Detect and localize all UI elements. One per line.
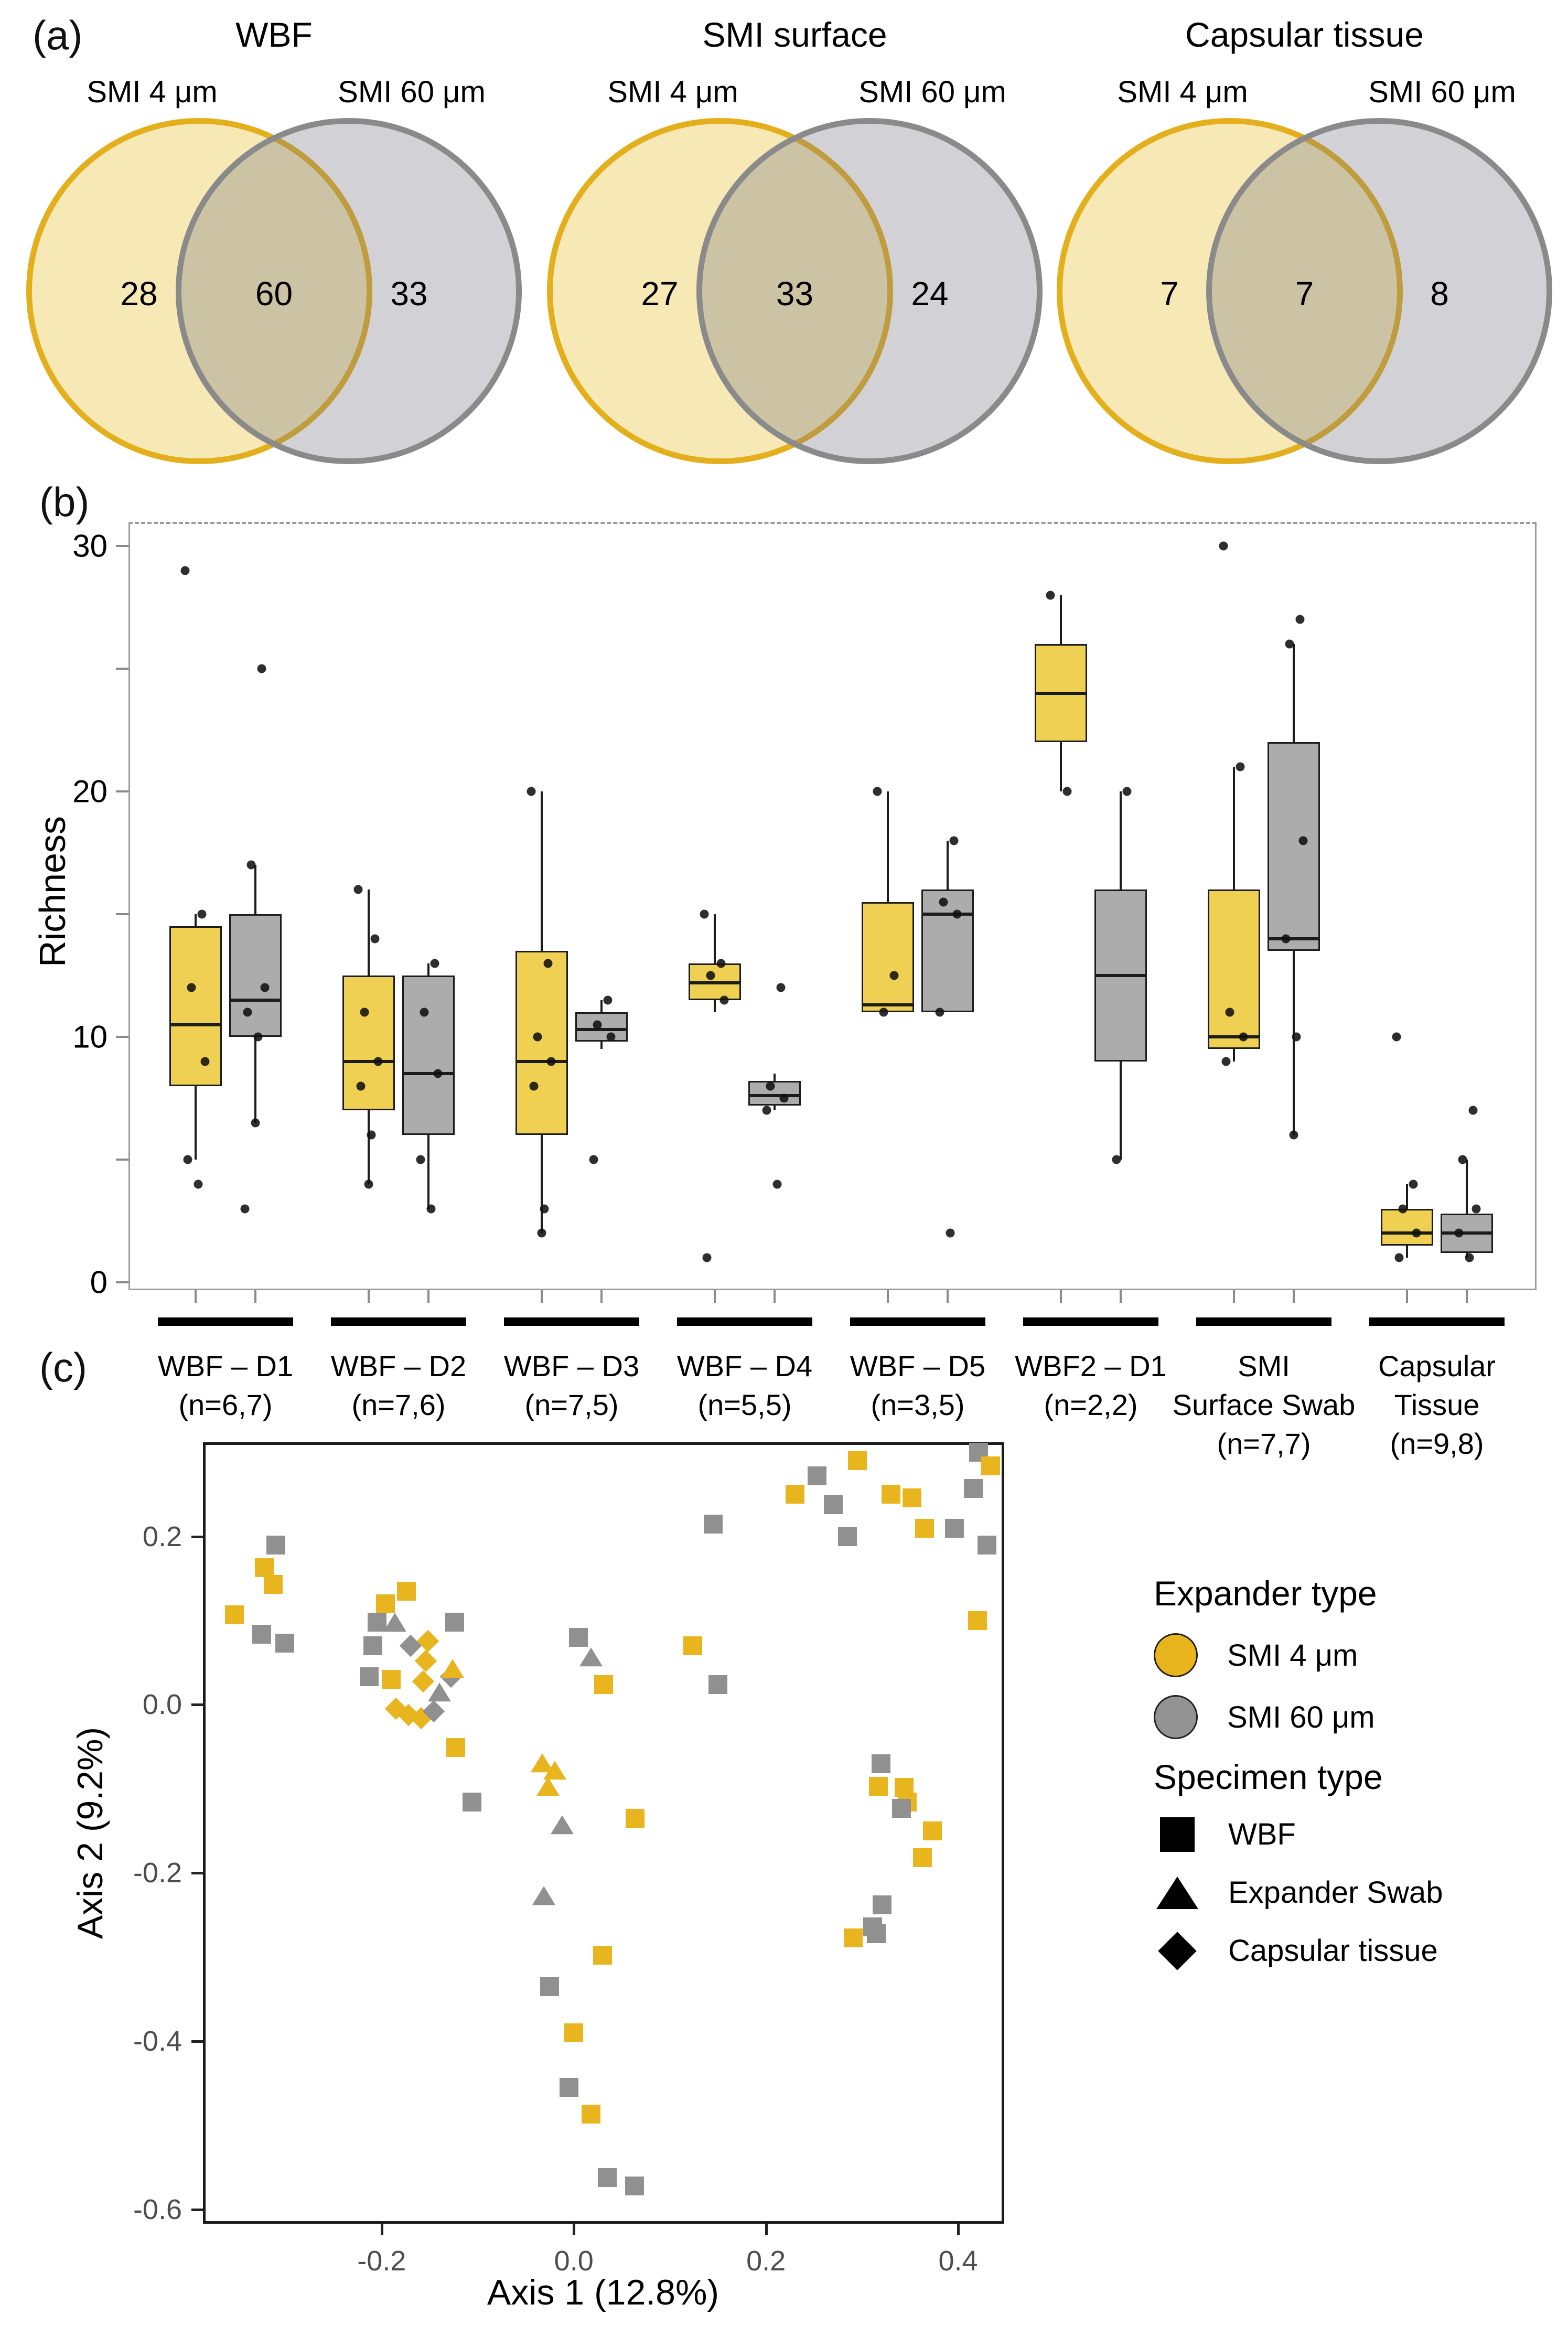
legend-specimen-item-0-label: WBF xyxy=(1228,1817,1296,1851)
boxplot-point xyxy=(547,1057,556,1066)
boxplot-group-label-7-line2: (n=9,8) xyxy=(1390,1427,1484,1460)
scatter-point xyxy=(704,1515,723,1534)
boxplot-x-tick xyxy=(1466,1290,1468,1303)
legend-specimen-item-2-label: Capsular tissue xyxy=(1228,1934,1438,1968)
boxplot-point xyxy=(1226,1008,1234,1017)
boxplot-box-0-smi60 xyxy=(229,914,282,1037)
scatter-point xyxy=(708,1675,727,1694)
boxplot-median-5-smi60 xyxy=(1094,974,1147,977)
venn-0-left-only-value: 28 xyxy=(120,275,158,313)
scatter-point xyxy=(225,1605,244,1624)
scatter-x-tick xyxy=(765,2224,768,2235)
boxplot-box-0-smi4 xyxy=(169,926,222,1086)
boxplot-box-7-smi4 xyxy=(1381,1209,1433,1246)
boxplot-point xyxy=(247,861,256,870)
boxplot-point xyxy=(1063,787,1072,796)
scatter-point xyxy=(892,1799,911,1818)
scatter-point xyxy=(872,1754,890,1773)
boxplot-point xyxy=(780,1094,789,1103)
boxplot-median-4-smi4 xyxy=(862,1003,914,1006)
scatter-point xyxy=(360,1667,379,1686)
boxplot-point xyxy=(1465,1253,1474,1262)
boxplot-group-label-3-line1: (n=5,5) xyxy=(697,1388,792,1421)
boxplot-point xyxy=(243,1008,252,1017)
scatter-y-axis-title: Axis 2 (9.2%) xyxy=(70,1727,110,1939)
boxplot-point xyxy=(1296,615,1305,624)
boxplot-point xyxy=(1299,836,1308,845)
boxplot-y-tick-label: 30 xyxy=(72,528,108,564)
legend-specimen-item-0 xyxy=(1154,1817,1563,1852)
panel-b-label: (b) xyxy=(39,479,90,525)
scatter-point xyxy=(593,1946,612,1965)
scatter-point xyxy=(264,1575,283,1594)
boxplot-y-tick-label: 10 xyxy=(72,1019,108,1055)
boxplot-group-label-6-line2: (n=7,7) xyxy=(1217,1427,1311,1460)
venn-2-left-only-value: 7 xyxy=(1160,275,1179,313)
scatter-y-tick-label: 0.0 xyxy=(142,1689,182,1721)
scatter-point xyxy=(964,1479,983,1498)
boxplot-x-tick xyxy=(541,1290,543,1303)
scatter-point xyxy=(417,1630,439,1652)
boxplot-median-3-smi60 xyxy=(748,1094,801,1097)
boxplot-panel xyxy=(0,488,1568,1460)
scatter-point xyxy=(824,1495,843,1514)
legend-specimen-item-2 xyxy=(1154,1933,1563,1968)
boxplot-point xyxy=(540,1204,549,1213)
scatter-point xyxy=(564,2023,583,2042)
panel-a-label: (a) xyxy=(33,12,83,58)
scatter-y-tick-label: -0.2 xyxy=(133,1857,182,1889)
scatter-point xyxy=(540,1977,559,1996)
boxplot-y-axis-title: Richness xyxy=(32,816,73,967)
scatter-point xyxy=(445,1613,464,1632)
boxplot-group-label-6-line0: SMI xyxy=(1238,1349,1290,1382)
boxplot-point xyxy=(527,787,536,796)
venn-1-left-only-value: 27 xyxy=(641,275,679,313)
triangle-icon xyxy=(1154,1877,1201,1909)
boxplot-box-1-smi4 xyxy=(342,976,395,1110)
venn-1-overlap-value: 33 xyxy=(776,275,814,313)
boxplot-point xyxy=(604,995,613,1004)
boxplot-median-4-smi60 xyxy=(921,913,974,916)
boxplot-point xyxy=(241,1204,250,1213)
scatter-point xyxy=(786,1485,804,1504)
legend-specimen-items xyxy=(1154,1817,1563,1968)
legend-expander-item-1-label: SMI 60 μm xyxy=(1227,1700,1375,1734)
scatter-point xyxy=(981,1456,1000,1475)
scatter-y-tick-label: -0.6 xyxy=(133,2193,182,2225)
scatter-y-tick xyxy=(191,2040,203,2043)
boxplot-group-bar-7 xyxy=(1369,1317,1505,1326)
diamond-icon xyxy=(1154,1937,1201,1965)
scatter-point xyxy=(844,1928,863,1947)
boxplot-group-label-7-line0: Capsular xyxy=(1378,1349,1496,1382)
legend-expander-item-1 xyxy=(1154,1695,1563,1739)
scatter-x-tick xyxy=(381,2224,383,2235)
boxplot-point xyxy=(890,971,899,980)
boxplot-point xyxy=(251,1118,260,1127)
venn-0-title: WBF xyxy=(235,15,313,54)
boxplot-point xyxy=(762,1106,771,1115)
venn-1-title: SMI surface xyxy=(702,15,887,54)
boxplot-point xyxy=(1285,640,1294,649)
scatter-point xyxy=(598,2168,617,2187)
scatter-point xyxy=(683,1636,702,1655)
boxplot-point xyxy=(431,959,439,968)
scatter-x-tick xyxy=(957,2224,960,2235)
boxplot-point xyxy=(198,910,207,919)
boxplot-x-tick xyxy=(947,1290,949,1303)
boxplot-point xyxy=(593,1020,602,1029)
scatter-point xyxy=(463,1793,481,1812)
scatter-point xyxy=(536,1777,560,1796)
scatter-x-tick xyxy=(573,2224,575,2235)
legend-expander-items xyxy=(1154,1633,1563,1739)
boxplot-point xyxy=(371,934,380,943)
legend-expander-item-0-label: SMI 4 μm xyxy=(1227,1638,1358,1673)
scatter-point xyxy=(255,1558,274,1577)
diamond-glyph xyxy=(1158,1932,1197,1970)
scatter-point xyxy=(569,1628,588,1647)
boxplot-box-4-smi4 xyxy=(862,902,914,1013)
scatter-y-tick xyxy=(191,1872,203,1874)
boxplot-box-4-smi60 xyxy=(921,889,974,1012)
scatter-point xyxy=(266,1536,285,1555)
boxplot-point xyxy=(544,959,553,968)
scatter-x-axis-title: Axis 1 (12.8%) xyxy=(487,2273,719,2312)
scatter-panel xyxy=(0,1343,1568,2326)
boxplot-median-0-smi60 xyxy=(229,999,282,1002)
boxplot-group-label-2-line0: WBF – D3 xyxy=(503,1349,640,1382)
boxplot-box-6-smi60 xyxy=(1268,742,1320,951)
boxplot-median-0-smi4 xyxy=(169,1023,222,1026)
scatter-point xyxy=(808,1466,826,1485)
scatter-y-tick xyxy=(191,1536,203,1538)
venn-0-right-only-value: 33 xyxy=(390,275,428,313)
boxplot-point xyxy=(181,566,190,575)
scatter-point xyxy=(594,1675,613,1694)
boxplot-group-label-3-line0: WBF – D4 xyxy=(676,1349,813,1382)
boxplot-group-bar-4 xyxy=(850,1317,985,1326)
scatter-y-tick xyxy=(191,1703,203,1706)
boxplot-median-7-smi4 xyxy=(1381,1231,1433,1235)
scatter-point xyxy=(968,1611,987,1630)
boxplot-group-bar-1 xyxy=(331,1317,466,1326)
scatter-y-tick-label: 0.2 xyxy=(142,1520,182,1552)
boxplot-y-tick xyxy=(116,1159,128,1161)
scatter-x-tick-label: 0.4 xyxy=(938,2245,978,2277)
scatter-point xyxy=(446,1738,465,1757)
boxplot-point xyxy=(533,1033,542,1042)
scatter-point xyxy=(551,1816,574,1835)
boxplot-point xyxy=(1236,763,1245,771)
boxplot-median-1-smi4 xyxy=(342,1060,395,1063)
boxplot-point xyxy=(1219,542,1228,551)
boxplot-point xyxy=(420,1008,429,1017)
venn-0-left-set-label: SMI 4 μm xyxy=(87,75,218,109)
boxplot-point xyxy=(766,1081,775,1090)
venn-1-right-only-value: 24 xyxy=(911,275,949,313)
boxplot-group-bar-2 xyxy=(504,1317,639,1326)
legend-specimen-item-1-label: Expander Swab xyxy=(1228,1875,1443,1910)
boxplot-group-label-5-line1: (n=2,2) xyxy=(1044,1388,1138,1421)
boxplot-point xyxy=(374,1057,383,1066)
boxplot-point xyxy=(607,1033,616,1042)
boxplot-point xyxy=(357,1081,366,1090)
scatter-point xyxy=(625,2177,644,2195)
boxplot-point xyxy=(1455,1229,1464,1238)
legend-expander-item-0 xyxy=(1154,1633,1563,1677)
scatter-point xyxy=(915,1519,934,1538)
scatter-point xyxy=(441,1659,464,1678)
venn-2-overlap-value: 7 xyxy=(1295,275,1314,313)
scatter-point xyxy=(363,1636,382,1655)
boxplot-point xyxy=(354,885,363,894)
scatter-point xyxy=(838,1527,857,1546)
boxplot-y-tick xyxy=(116,790,128,792)
legend-specimen-item-1 xyxy=(1154,1875,1563,1910)
scatter-x-tick-label: 0.0 xyxy=(554,2245,594,2277)
boxplot-point xyxy=(261,983,270,992)
boxplot-y-tick-label: 0 xyxy=(90,1264,108,1300)
boxplot-group-label-7-line1: Tissue xyxy=(1394,1388,1480,1421)
boxplot-point xyxy=(700,910,709,919)
boxplot-box-6-smi4 xyxy=(1208,889,1260,1049)
scatter-point xyxy=(923,1821,942,1840)
boxplot-point xyxy=(1412,1229,1421,1238)
boxplot-x-tick xyxy=(195,1290,197,1303)
boxplot-point xyxy=(257,664,266,673)
venn-2-left-set-label: SMI 4 μm xyxy=(1117,75,1248,109)
boxplot-point xyxy=(873,787,882,796)
boxplot-point xyxy=(706,971,715,980)
scatter-point xyxy=(400,1635,422,1657)
venn-panel xyxy=(0,0,1568,488)
legend-specimen-title: Specimen type xyxy=(1154,1757,1383,1796)
boxplot-median-5-smi4 xyxy=(1035,692,1087,695)
scatter-point xyxy=(626,1809,645,1828)
venn-0-smi60-circle xyxy=(176,118,522,464)
boxplot-point xyxy=(950,836,959,845)
boxplot-group-bar-6 xyxy=(1196,1317,1331,1326)
boxplot-point xyxy=(1123,787,1132,796)
boxplot-point xyxy=(416,1155,425,1164)
boxplot-point xyxy=(184,1155,192,1164)
boxplot-box-2-smi4 xyxy=(515,951,568,1135)
boxplot-median-7-smi60 xyxy=(1441,1231,1493,1235)
boxplot-group-bar-5 xyxy=(1023,1317,1158,1326)
square-glyph xyxy=(1160,1817,1195,1852)
square-icon xyxy=(1154,1817,1201,1852)
smi4-circle-icon xyxy=(1154,1633,1198,1677)
boxplot-point xyxy=(1409,1180,1418,1188)
boxplot-x-tick xyxy=(1120,1290,1122,1303)
boxplot-point xyxy=(201,1057,210,1066)
boxplot-point xyxy=(360,1008,369,1017)
boxplot-median-2-smi60 xyxy=(575,1028,628,1031)
boxplot-x-tick xyxy=(887,1290,889,1303)
boxplot-y-tick xyxy=(116,545,128,547)
boxplot-point xyxy=(1046,591,1055,599)
scatter-point xyxy=(275,1634,294,1653)
boxplot-group-label-6-line1: Surface Swab xyxy=(1172,1388,1356,1421)
boxplot-point xyxy=(538,1229,546,1238)
boxplot-group-label-4-line0: WBF – D5 xyxy=(850,1349,986,1382)
venn-0-right-set-label: SMI 60 μm xyxy=(338,75,486,109)
scatter-point xyxy=(560,2078,578,2097)
boxplot-point xyxy=(1282,934,1291,943)
boxplot-x-tick xyxy=(714,1290,716,1303)
scatter-point xyxy=(383,1613,406,1632)
scatter-point xyxy=(913,1848,932,1867)
scatter-point xyxy=(945,1519,964,1538)
boxplot-point xyxy=(953,910,962,919)
boxplot-point xyxy=(939,897,948,906)
boxplot-point xyxy=(1458,1155,1467,1164)
boxplot-median-6-smi4 xyxy=(1208,1035,1260,1038)
boxplot-x-tick xyxy=(427,1290,429,1303)
boxplot-median-6-smi60 xyxy=(1268,937,1320,940)
scatter-y-tick-label: -0.4 xyxy=(133,2025,182,2057)
scatter-point xyxy=(415,1650,437,1672)
venn-2-title: Capsular tissue xyxy=(1185,15,1424,54)
boxplot-point xyxy=(1112,1155,1121,1164)
venn-1-left-set-label: SMI 4 μm xyxy=(607,75,738,109)
boxplot-group-label-1-line1: (n=7,6) xyxy=(351,1388,446,1421)
boxplot-x-tick xyxy=(1060,1290,1062,1303)
boxplot-box-1-smi60 xyxy=(402,976,455,1135)
venn-2-right-set-label: SMI 60 μm xyxy=(1368,75,1516,109)
boxplot-median-3-smi4 xyxy=(689,981,741,984)
boxplot-y-tick xyxy=(116,913,128,915)
boxplot-group-label-5-line0: WBF2 – D1 xyxy=(1015,1349,1167,1382)
scatter-point xyxy=(978,1536,996,1555)
boxplot-y-tick-label: 20 xyxy=(72,774,108,809)
scatter-x-tick-label: -0.2 xyxy=(357,2245,406,2277)
boxplot-point xyxy=(879,1008,888,1017)
scatter-point xyxy=(252,1625,271,1644)
boxplot-y-tick xyxy=(116,1036,128,1038)
boxplot-point xyxy=(589,1155,598,1164)
scatter-point xyxy=(376,1594,395,1613)
boxplot-box-2-smi60 xyxy=(575,1012,628,1042)
boxplot-point xyxy=(703,1253,712,1262)
boxplot-point xyxy=(530,1081,539,1090)
boxplot-median-2-smi4 xyxy=(515,1060,568,1063)
boxplot-y-tick xyxy=(116,1281,128,1283)
boxplot-point xyxy=(720,995,729,1004)
scatter-point xyxy=(882,1485,900,1504)
boxplot-x-tick xyxy=(600,1290,603,1303)
scatter-point xyxy=(532,1886,555,1905)
boxplot-point xyxy=(434,1069,443,1078)
boxplot-group-label-0-line1: (n=6,7) xyxy=(178,1388,273,1421)
venn-0-overlap-value: 60 xyxy=(255,275,293,313)
triangle-glyph xyxy=(1156,1877,1198,1909)
scatter-x-tick-label: 0.2 xyxy=(746,2245,786,2277)
scatter-legend xyxy=(1154,1573,1563,1991)
legend-expander-title: Expander type xyxy=(1154,1574,1377,1613)
boxplot-point xyxy=(1222,1057,1231,1066)
boxplot-x-tick xyxy=(368,1290,370,1303)
boxplot-x-tick xyxy=(1406,1290,1408,1303)
scatter-point xyxy=(428,1682,451,1701)
boxplot-x-tick xyxy=(1293,1290,1295,1303)
boxplot-point xyxy=(1392,1033,1401,1042)
scatter-point xyxy=(382,1670,401,1689)
boxplot-point xyxy=(254,1033,263,1042)
boxplot-group-label-2-line1: (n=7,5) xyxy=(524,1388,619,1421)
scatter-point xyxy=(869,1777,888,1796)
scatter-point xyxy=(867,1924,886,1943)
boxplot-point xyxy=(1469,1106,1478,1115)
boxplot-point xyxy=(717,959,726,968)
boxplot-layer xyxy=(0,488,1568,1460)
boxplot-point xyxy=(773,1180,782,1188)
boxplot-point xyxy=(187,983,196,992)
boxplot-x-tick xyxy=(254,1290,256,1303)
boxplot-point xyxy=(777,983,786,992)
boxplot-group-label-4-line1: (n=3,5) xyxy=(871,1388,965,1421)
scatter-point xyxy=(873,1895,892,1914)
boxplot-point xyxy=(1399,1204,1408,1213)
boxplot-y-tick xyxy=(116,668,128,670)
boxplot-point xyxy=(1395,1253,1404,1262)
scatter-point xyxy=(903,1488,921,1507)
boxplot-point xyxy=(1472,1204,1481,1213)
boxplot-point xyxy=(367,1131,376,1140)
boxplot-point xyxy=(1292,1033,1301,1042)
boxplot-x-tick xyxy=(774,1290,776,1303)
boxplot-point xyxy=(936,1008,944,1017)
boxplot-point xyxy=(1239,1033,1248,1042)
venn-1-smi60-circle xyxy=(696,118,1043,464)
scatter-y-tick xyxy=(191,2209,203,2211)
boxplot-median-1-smi60 xyxy=(402,1072,455,1075)
panel-c-label: (c) xyxy=(39,1344,87,1390)
scatter-point xyxy=(397,1582,416,1601)
scatter-point xyxy=(579,1647,603,1666)
boxplot-group-label-1-line0: WBF – D2 xyxy=(330,1349,467,1382)
venn-2-right-only-value: 8 xyxy=(1430,275,1449,313)
boxplot-point xyxy=(1290,1131,1298,1140)
boxplot-point xyxy=(946,1229,955,1238)
boxplot-x-tick xyxy=(1233,1290,1235,1303)
scatter-point xyxy=(582,2105,600,2124)
venn-2-smi60-circle xyxy=(1206,118,1552,464)
boxplot-point xyxy=(364,1180,373,1188)
boxplot-group-bar-3 xyxy=(677,1317,812,1326)
boxplot-point xyxy=(194,1180,203,1188)
smi60-circle-icon xyxy=(1154,1695,1198,1739)
boxplot-point xyxy=(427,1204,436,1213)
boxplot-group-bar-0 xyxy=(158,1317,293,1326)
boxplot-group-label-0-line0: WBF – D1 xyxy=(157,1349,294,1382)
venn-1-right-set-label: SMI 60 μm xyxy=(858,75,1006,109)
scatter-point xyxy=(848,1451,867,1470)
